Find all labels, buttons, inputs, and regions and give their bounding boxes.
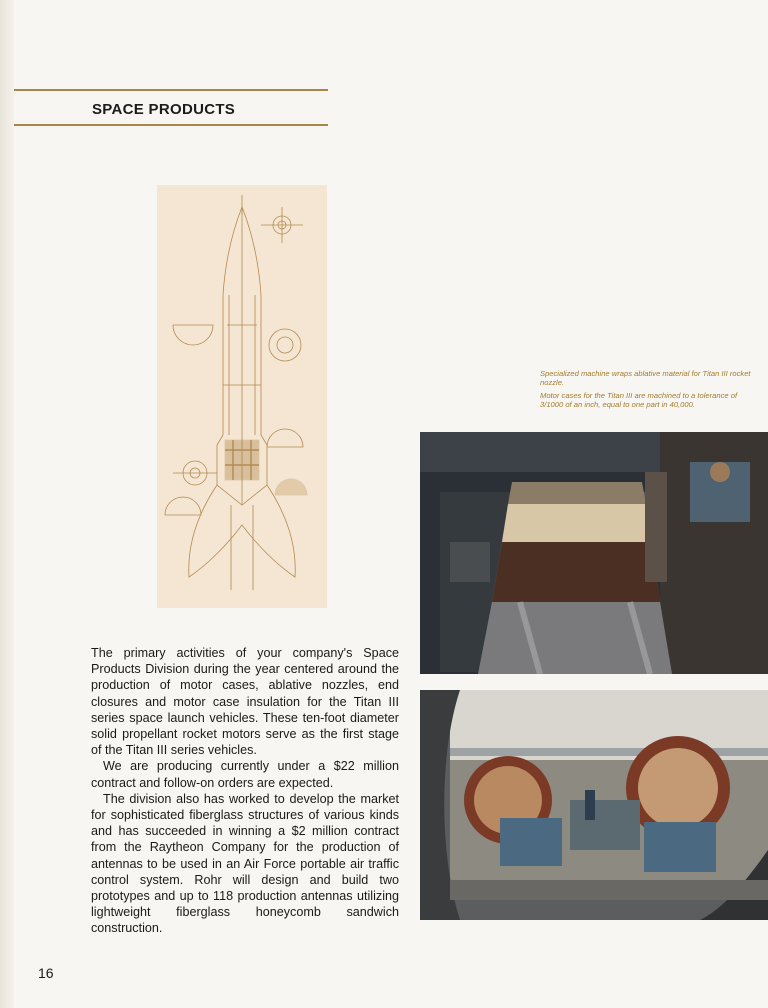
motor-case-machining-photo	[420, 690, 768, 920]
caption-motor-cases: Motor cases for the Titan III are machined to a tolerance of 3/1000 of an inch, equal to one part in 40,000.	[540, 391, 738, 409]
section-heading: SPACE PRODUCTS	[92, 101, 236, 118]
photo-captions	[540, 370, 760, 414]
nozzle-wrapping-photo	[420, 432, 768, 674]
page-binding-edge	[0, 0, 14, 1008]
body-text	[91, 645, 399, 937]
heading-bottom-rule	[14, 124, 328, 126]
page-number: 16	[38, 965, 54, 981]
paragraph-activities: The primary activities of your company's Space Products Division during the year centered around the production of motor cases, ablative nozzles, end closures and motor case insulation for the Titan III series space launch vehicles. These ten-foot diameter solid propellant rocket motors serve as the first stage of the Titan III series vehicles.	[91, 646, 399, 758]
paragraph-fiberglass: The division also has worked to develop the market for sophisticated fiberglass structures of various kinds and has succeeded in winning a $2 million contract from the Raytheon Company for the production of antennas to be used in an Air Force portable air traffic control system. Rohr will design and build two prototypes and up to 118 production antennas utilizing lightweight fiberglass honeycomb sandwich construction.	[91, 791, 399, 936]
paragraph-contract: We are producing currently under a $22 million contract and follow-on orders are expected.	[91, 759, 399, 790]
rocket-line-drawing	[157, 185, 327, 608]
heading-top-rule	[14, 89, 328, 91]
caption-nozzle: Specialized machine wraps ablative material for Titan III rocket nozzle.	[540, 369, 751, 387]
